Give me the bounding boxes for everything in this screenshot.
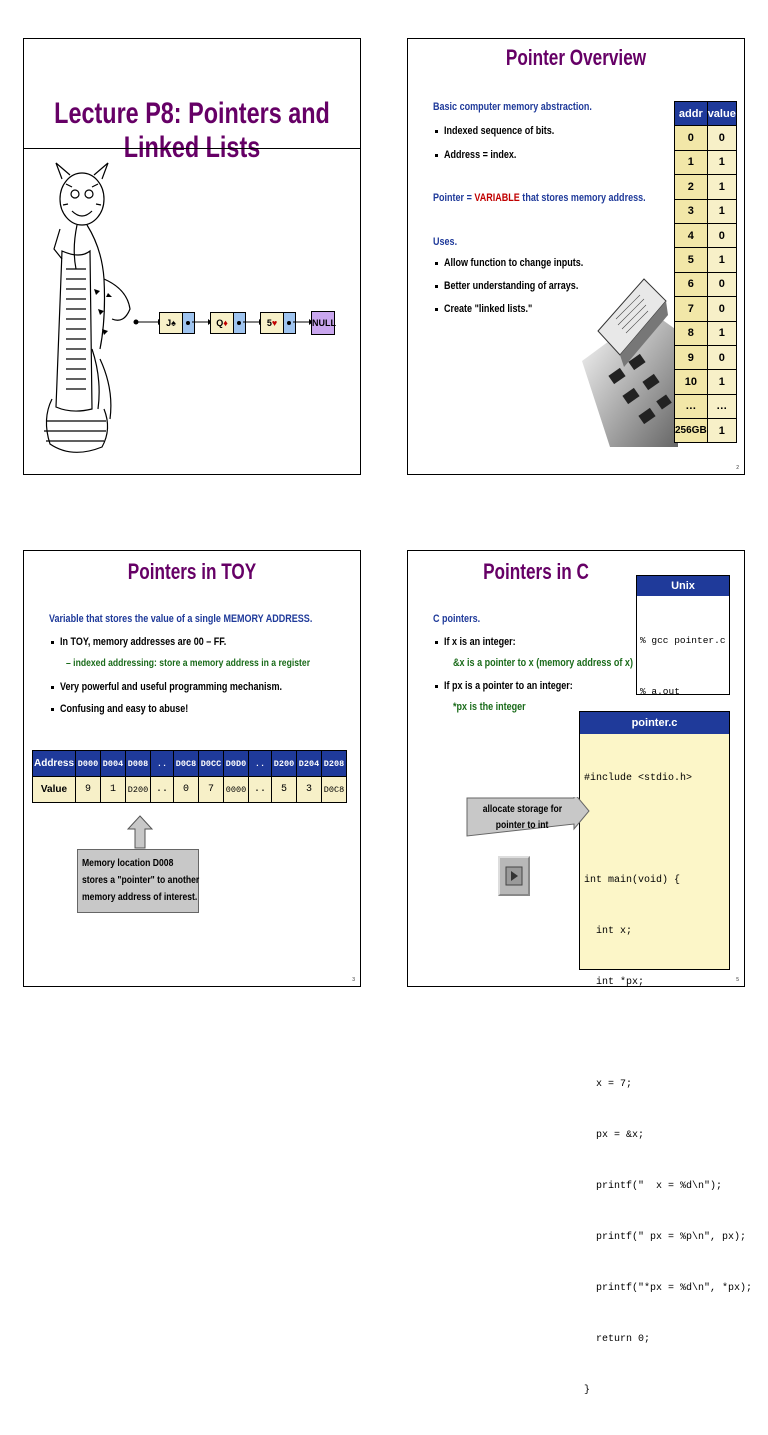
node-label: 5: [266, 318, 272, 328]
bullet-dot: [51, 641, 54, 644]
value-cell: 1: [707, 321, 736, 345]
code-line: return 0;: [584, 1334, 651, 1345]
pointer-c-code-box: [579, 711, 753, 1396]
code-line: [584, 1025, 725, 1042]
bullet-dot: [435, 308, 438, 311]
value-cell: 1: [707, 175, 736, 199]
spade-icon: ♠: [171, 318, 176, 328]
bullet-dot: [435, 154, 438, 157]
memory-table: [674, 101, 737, 443]
sub-bullet-text: – indexed addressing: store a memory address in a register: [66, 657, 311, 669]
value-header: value: [707, 102, 736, 126]
pointer-suffix: that stores memory address.: [519, 192, 646, 204]
tiger-scroll-illustration: [32, 159, 142, 469]
address-label: Address: [33, 751, 76, 777]
addr-cell: 7: [675, 297, 708, 321]
table-row: [675, 394, 737, 418]
value-cell: 5: [272, 777, 297, 803]
address-cell: D208: [322, 751, 347, 777]
value-cell: 0: [707, 223, 736, 247]
code-line: #include <stdio.h>: [584, 773, 693, 784]
table-row: [675, 370, 737, 394]
table-row: [675, 419, 737, 443]
slide-4-title: Pointers in C: [483, 559, 589, 584]
list-start-arrow: [132, 317, 162, 327]
table-row: [675, 126, 737, 150]
address-of-text: &x is a pointer to x (memory address of x): [453, 657, 633, 669]
code-line: px = &x;: [584, 1130, 645, 1141]
address-cell: D204: [297, 751, 322, 777]
value-cell: 0: [707, 297, 736, 321]
slide-1-title: Lecture P8: Pointers and Linked Lists: [54, 97, 330, 164]
code-line: int main(void) {: [584, 875, 681, 886]
play-icon: [500, 858, 528, 894]
address-cell: D0D0: [224, 751, 249, 777]
callout-line: pointer to int: [495, 819, 549, 831]
value-cell: …: [707, 394, 736, 418]
addr-cell: 1: [675, 150, 708, 174]
slide-2-title: Pointer Overview: [505, 45, 647, 70]
memory-callout: [77, 849, 199, 913]
value-cell: 1: [707, 199, 736, 223]
table-row: [675, 321, 737, 345]
slide-1: [23, 38, 361, 475]
address-cell: ..: [151, 751, 174, 777]
list-link-arrow: [192, 317, 212, 327]
table-row: [675, 199, 737, 223]
value-cell: 0: [707, 345, 736, 369]
dereference-text: *px is the integer: [453, 701, 526, 713]
addr-header: addr: [675, 102, 708, 126]
bullet-text: Address = index.: [444, 149, 517, 161]
bullet-text: Indexed sequence of bits.: [444, 125, 555, 137]
uses-heading: Uses.: [433, 236, 458, 248]
bullet-dot: [51, 708, 54, 711]
null-node: NULL: [311, 311, 335, 335]
address-cell: D000: [76, 751, 101, 777]
callout-line: memory address of interest.: [82, 891, 198, 903]
value-label: Value: [33, 777, 76, 803]
page-number: 3: [352, 977, 355, 983]
addr-cell: 10: [675, 370, 708, 394]
code-line: printf(" px = %p\n", px);: [584, 1232, 747, 1243]
value-cell: D200: [126, 777, 151, 803]
value-cell: 1: [707, 370, 736, 394]
heart-icon: ♥: [271, 318, 278, 328]
table-row: [675, 223, 737, 247]
bullet-dot: [435, 130, 438, 133]
bullet-text: Create "linked lists.": [444, 303, 533, 315]
code-line: printf("*px = %d\n", *px);: [584, 1283, 753, 1294]
unix-line: % a.out: [640, 686, 680, 697]
value-cell: 0: [174, 777, 199, 803]
play-button[interactable]: [498, 856, 530, 896]
callout-line: allocate storage for: [482, 803, 562, 815]
value-cell: 0000: [224, 777, 249, 803]
list-link-arrow: [293, 317, 313, 327]
unix-line: % gcc pointer.c: [640, 635, 726, 646]
bullet-text: If px is a pointer to an integer:: [444, 680, 573, 692]
title-divider: [24, 148, 360, 149]
address-cell: ..: [249, 751, 272, 777]
bullet-text: Better understanding of arrays.: [444, 280, 579, 292]
table-row: [675, 248, 737, 272]
address-cell: D008: [126, 751, 151, 777]
code-title: pointer.c: [580, 712, 729, 734]
memory-chip-image: [580, 271, 678, 447]
address-cell: D200: [272, 751, 297, 777]
addr-cell: 5: [675, 248, 708, 272]
addr-cell: 6: [675, 272, 708, 296]
value-cell: 7: [199, 777, 224, 803]
bullet-text: Very powerful and useful programming mechanism.: [60, 681, 283, 693]
callout-line: Memory location D008: [82, 857, 174, 869]
list-node-queen-diamonds: [210, 312, 246, 334]
bullet-dot: [435, 685, 438, 688]
memory-heading: Basic computer memory abstraction.: [433, 101, 592, 113]
table-row: [675, 272, 737, 296]
value-cell: 3: [297, 777, 322, 803]
c-pointers-heading: C pointers.: [433, 613, 481, 625]
value-cell: 0: [707, 126, 736, 150]
value-cell: 0: [707, 272, 736, 296]
value-cell: 1: [707, 419, 736, 443]
table-row: [675, 175, 737, 199]
code-line: int *px;: [584, 977, 645, 988]
bullet-text: Confusing and easy to abuse!: [60, 703, 189, 715]
slide-2: [407, 38, 745, 475]
address-cell: D0C8: [174, 751, 199, 777]
unix-output-box: [636, 575, 730, 695]
addr-cell: 8: [675, 321, 708, 345]
slide-3-title: Pointers in TOY: [127, 559, 257, 584]
list-node-five-hearts: [260, 312, 296, 334]
bullet-text: If x is an integer:: [444, 636, 516, 648]
addr-cell: 2: [675, 175, 708, 199]
pointer-variable-word: VARIABLE: [474, 192, 520, 204]
toy-memory-table: [32, 750, 347, 803]
address-row: [33, 751, 347, 777]
unix-title: Unix: [637, 576, 729, 596]
bullet-text: Allow function to change inputs.: [444, 257, 584, 269]
bullet-dot: [435, 641, 438, 644]
value-cell: 1: [101, 777, 126, 803]
code-line: int x;: [584, 926, 633, 937]
addr-cell: …: [675, 394, 708, 418]
bullet-dot: [435, 262, 438, 265]
value-cell: 9: [76, 777, 101, 803]
code-line: printf(" x = %d\n");: [584, 1181, 723, 1192]
bullet-text: In TOY, memory addresses are 00 – FF.: [60, 636, 227, 648]
value-row: [33, 777, 347, 803]
bullet-dot: [51, 686, 54, 689]
toy-heading: Variable that stores the value of a single MEMORY ADDRESS.: [49, 613, 313, 625]
value-cell: D0C8: [322, 777, 347, 803]
addr-cell: 0: [675, 126, 708, 150]
page-number: 5: [736, 977, 739, 983]
callout-line: stores a "pointer" to another: [82, 874, 200, 886]
code-line: }: [584, 1385, 591, 1396]
addr-cell: 4: [675, 223, 708, 247]
bullet-dot: [435, 285, 438, 288]
value-cell: 1: [707, 150, 736, 174]
pointer-prefix: Pointer =: [433, 192, 475, 204]
diamond-icon: ♦: [223, 318, 228, 328]
address-cell: D0CC: [199, 751, 224, 777]
value-cell: 1: [707, 248, 736, 272]
table-row: [675, 150, 737, 174]
addr-cell: 3: [675, 199, 708, 223]
addr-cell: 9: [675, 345, 708, 369]
addr-cell: 256GB: [675, 419, 708, 443]
slide-3: [23, 550, 361, 987]
table-row: [675, 345, 737, 369]
node-label: J: [166, 318, 172, 328]
value-cell: ..: [151, 777, 174, 803]
page-number: 2: [736, 465, 739, 471]
list-node-jack-spades: [159, 312, 195, 334]
table-row: [675, 297, 737, 321]
address-cell: D004: [101, 751, 126, 777]
slide-4: [407, 550, 753, 1396]
up-arrow-icon: [127, 815, 153, 849]
allocate-storage-callout: [468, 801, 576, 833]
code-line: [584, 821, 725, 838]
code-line: x = 7;: [584, 1079, 633, 1090]
node-label: Q: [216, 318, 224, 328]
value-cell: ..: [249, 777, 272, 803]
